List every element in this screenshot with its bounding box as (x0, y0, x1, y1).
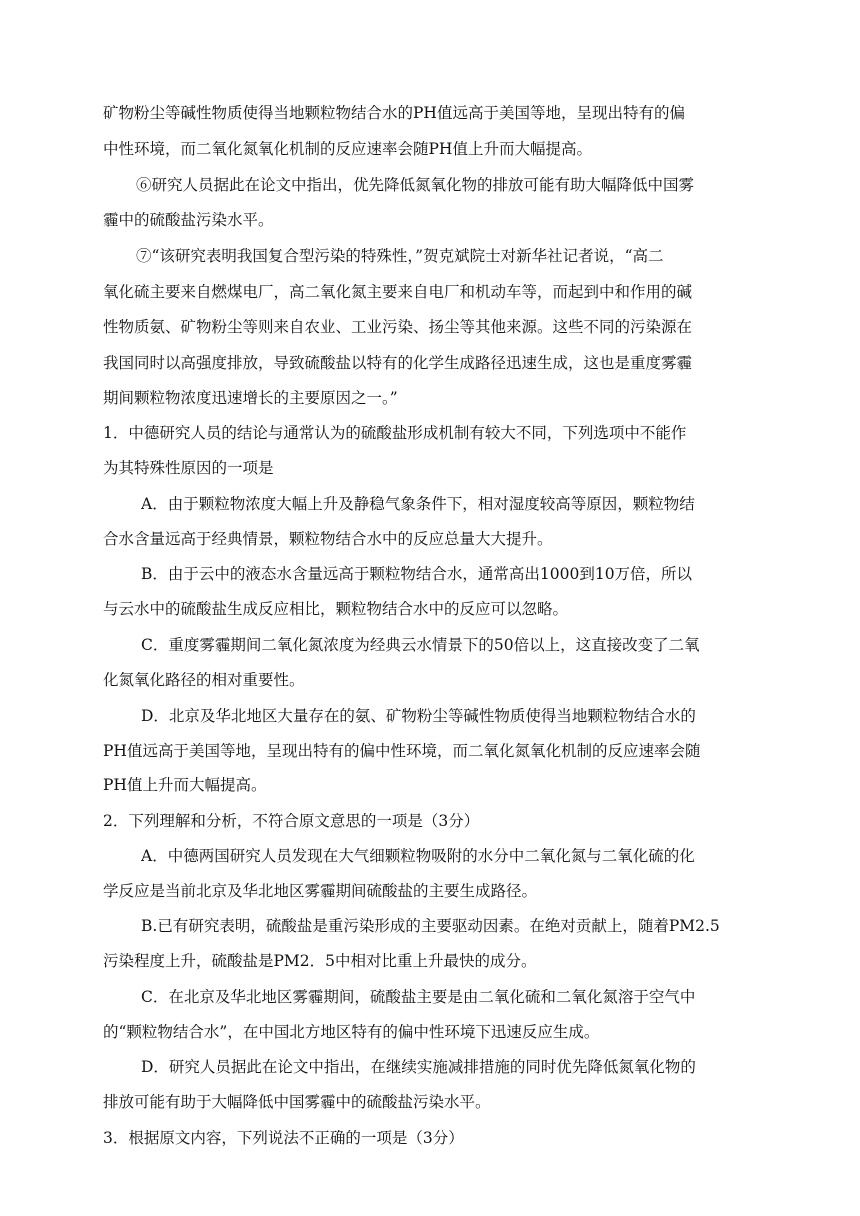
option-d: D．研究人员据此在论文中指出，在继续实施减排措施的同时优先降低氮氧化物的 (141, 1058, 696, 1076)
option-c: C．重度雾霾期间二氧化氮浓度为经典云水情景下的50倍以上，这直接改变了二氧 (141, 636, 700, 654)
paragraph-line: 矿物粉尘等碱性物质使得当地颗粒物结合水的PH值远高于美国等地，呈现出特有的偏 (103, 104, 685, 122)
option-c: 化氮氧化路径的相对重要性。 (103, 671, 305, 689)
option-b: B．由于云中的液态水含量远高于颗粒物结合水，通常高出1000到10万倍，所以 (141, 565, 693, 583)
option-a: A．由于颗粒物浓度大幅上升及静稳气象条件下，相对湿度较高等原因，颗粒物结 (141, 495, 695, 513)
option-b: B.已有研究表明，硫酸盐是重污染形成的主要驱动因素。在绝对贡献上，随着PM2.5 (141, 917, 720, 935)
option-a: 合水含量远高于经典情景，颗粒物结合水中的反应总量大大提升。 (103, 530, 553, 548)
option-d: 排放可能有助于大幅降低中国雾霾中的硫酸盐污染水平。 (103, 1093, 491, 1111)
option-b: 污染程度上升，硫酸盐是PM2．5中相对比重上升最快的成分。 (103, 952, 537, 970)
option-d: D．北京及华北地区大量存在的氨、矿物粉尘等碱性物质使得当地颗粒物结合水的 (141, 707, 696, 725)
option-a: A．中德两国研究人员发现在大气细颗粒物吸附的水分中二氧化氮与二氧化硫的化 (141, 847, 695, 865)
question-3-stem: 3．根据原文内容，下列说法不正确的一项是（3分） (103, 1129, 464, 1147)
paragraph-line: 中性环境，而二氧化氮氧化机制的反应速率会随PH值上升而大幅提高。 (103, 140, 592, 158)
paragraph-line: 性物质氨、矿物粉尘等则来自农业、工业污染、扬尘等其他来源。这些不同的污染源在 (103, 318, 693, 336)
option-b: 与云水中的硫酸盐生成反应相比，颗粒物结合水中的反应可以忽略。 (103, 600, 569, 618)
paragraph-line: 霾中的硫酸盐污染水平。 (103, 211, 274, 229)
paragraph-line: 我国同时以高强度排放，导致硫酸盐以特有的化学生成路径迅速生成，这也是重度雾霾 (103, 354, 693, 372)
question-1-stem: 1．中德研究人员的结论与通常认为的硫酸盐形成机制有较大不同，下列选项中不能作 (103, 424, 687, 442)
option-d: PH值远高于美国等地，呈现出特有的偏中性环境，而二氧化氮氧化机制的反应速率会随 (103, 742, 701, 760)
paragraph-line: ⑦“该研究表明我国复合型污染的特殊性，”贺克斌院士对新华社记者说，“高二 (136, 247, 664, 265)
paragraph-line: 期间颗粒物浓度迅速增长的主要原因之一。” (103, 389, 398, 407)
paragraph-line: 氧化硫主要来自燃煤电厂，高二氧化氮主要来自电厂和机动车等，而起到中和作用的碱 (103, 283, 693, 301)
option-d: PH值上升而大幅提高。 (103, 776, 267, 794)
question-1-stem: 为其特殊性原因的一项是 (103, 459, 274, 477)
option-c: C．在北京及华北地区雾霾期间，硫酸盐主要是由二氧化硫和二氧化氮溶于空气中 (141, 988, 696, 1006)
question-2-stem: 2．下列理解和分析，不符合原文意思的一项是（3分） (103, 812, 480, 830)
option-c: 的“颗粒物结合水”，在中国北方地区特有的偏中性环境下迅速反应生成。 (103, 1023, 600, 1041)
paragraph-line: ⑥研究人员据此在论文中指出，优先降低氮氧化物的排放可能有助大幅降低中国雾 (136, 176, 695, 194)
option-a: 学反应是当前北京及华北地区雾霾期间硫酸盐的主要生成路径。 (103, 882, 538, 900)
